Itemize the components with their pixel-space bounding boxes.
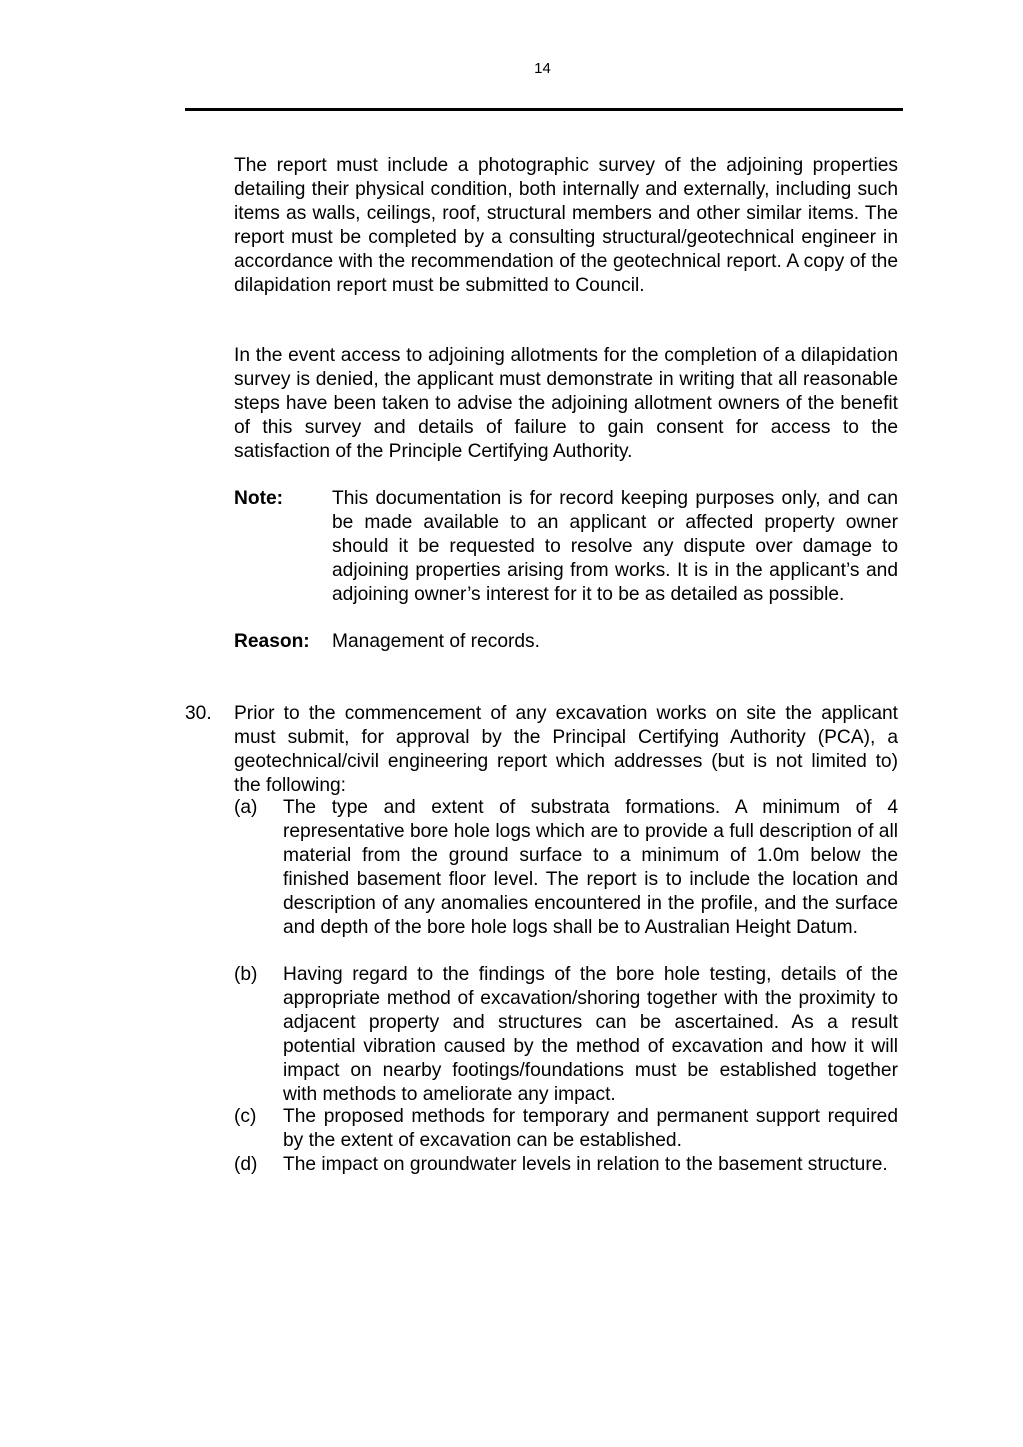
reason-text: Management of records. (332, 631, 540, 652)
list-item-text: The impact on groundwater levels in relation to the basement structure. (283, 1154, 888, 1175)
list-item-text: Having regard to the findings of the bore hole testing, details of the appropriate method of excavation/shoring together with the proximity to adjacent property and structures can be ascertained. As a result potential vibration caused by the method of excavation and how it will impact on nearby footings/foundations must be established together with methods to ameliorate any impact. (283, 964, 898, 1105)
note-text: This documentation is for record keeping purposes only, and can be made available to an applicant or affected property owner should it be requested to resolve any dispute over damage to adjoining properties arising from works. It is in the applicant’s and adjoining owner’s interest for it to be as detailed as possible. (332, 488, 898, 605)
list-item-marker: (c) (234, 1106, 257, 1127)
list-item-marker: (a) (234, 797, 258, 818)
page-number: 14 (534, 60, 551, 77)
list-item-text: The proposed methods for temporary and permanent support required by the extent of excavation can be established. (283, 1106, 898, 1151)
note-label: Note: (234, 488, 284, 509)
header-rule (185, 108, 903, 111)
condition-number: 30. (185, 703, 212, 724)
list-item-marker: (b) (234, 964, 258, 985)
condition-intro: Prior to the commencement of any excavation works on site the applicant must submit, for approval by the Principal Certifying Authority (PCA), a geotechnical/civil engineering report which addresses (but is not limited to) the following: (234, 703, 898, 796)
list-item-marker: (d) (234, 1154, 258, 1175)
reason-label: Reason: (234, 631, 310, 652)
list-item-text: The type and extent of substrata formations. A minimum of 4 representative bore hole logs which are to provide a full description of all material from the ground surface to a minimum of 1.0m below the finished basement floor level. The report is to include the location and description of any anomalies encountered in the profile, and the surface and depth of the bore hole logs shall be to Australian Height Datum. (283, 797, 898, 938)
paragraph-access-denied: In the event access to adjoining allotments for the completion of a dilapidation survey is denied, the applicant must demonstrate in writing that all reasonable steps have been taken to advise the adjoining allotment owners of the benefit of this survey and details of failure to gain consent for access to the satisfaction of the Principle Certifying Authority. (234, 345, 898, 462)
paragraph-photographic-survey: The report must include a photographic survey of the adjoining properties detailing their physical condition, both internally and externally, including such items as walls, ceilings, roof, structural members and other similar items. The report must be completed by a consulting structural/geotechnical engineer in accordance with the recommendation of the geotechnical report. A copy of the dilapidation report must be submitted to Council. (234, 155, 898, 296)
